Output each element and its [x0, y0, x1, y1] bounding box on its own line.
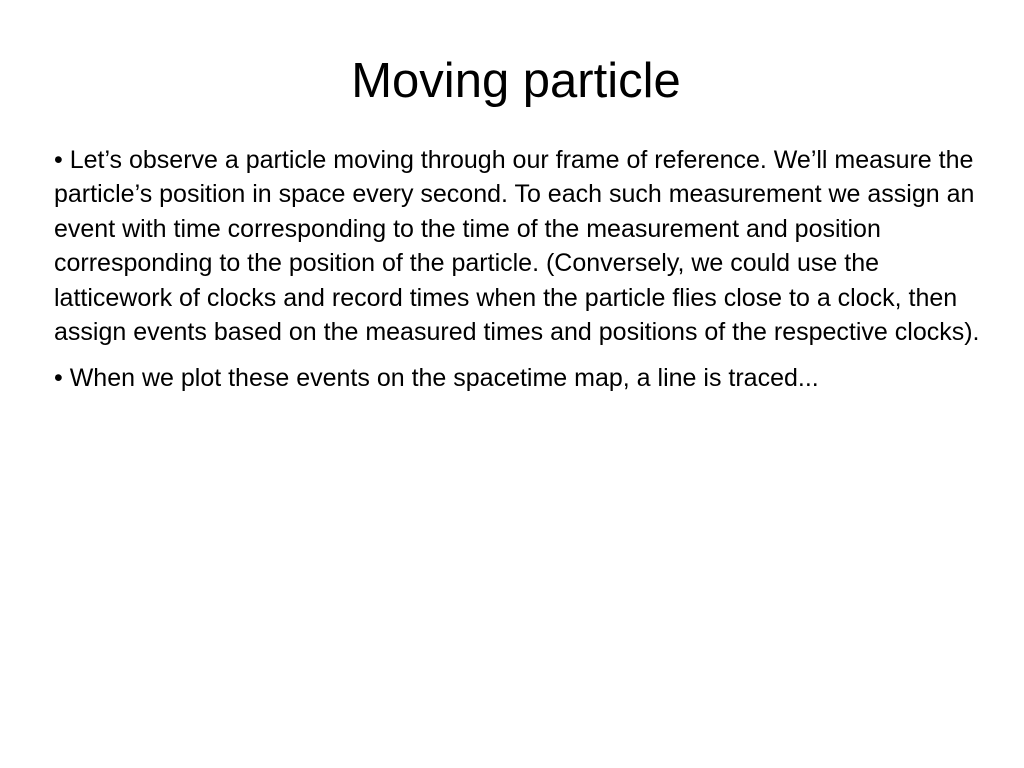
- slide-title: Moving particle: [351, 54, 681, 108]
- bullet-item: • When we plot these events on the spacetime map, a line is traced...: [54, 364, 819, 393]
- slide-body: [54, 143, 984, 408]
- bullet-item: • Let’s observe a particle moving through our frame of reference. We’ll measure the particle’s position in space every second. To each such measurement we assign an event with time corresponding to the time of the measurement and position corresponding to the position of the particle. (Conversely, we could use the latticework of clocks and record times when the particle flies close to a clock, then assign events based on the measured times and positions of the respective clocks).: [54, 146, 980, 347]
